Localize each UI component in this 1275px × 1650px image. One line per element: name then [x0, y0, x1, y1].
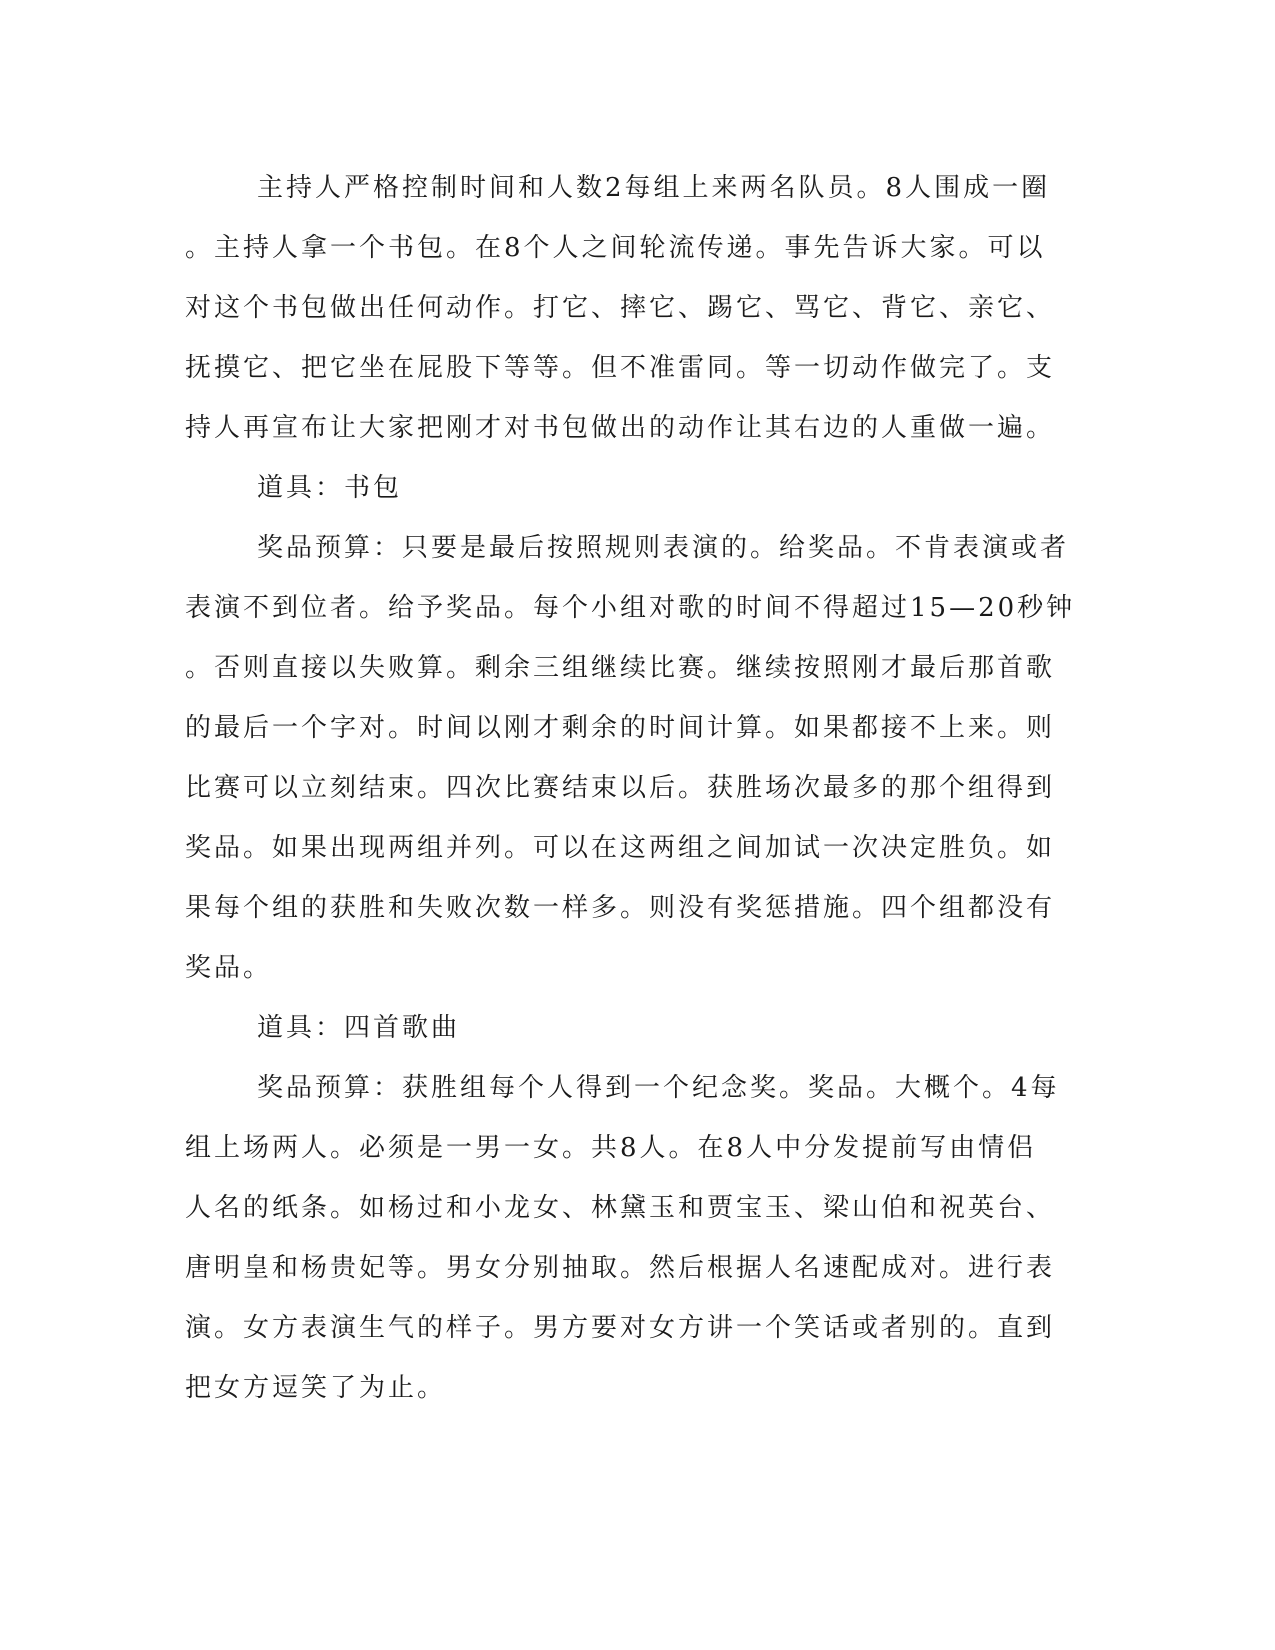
paragraph-line: 组上场两人。必须是一男一女。共8人。在8人中分发提前写由情侣 — [185, 1133, 1037, 1163]
paragraph-line: 比赛可以立刻结束。四次比赛结束以后。获胜场次最多的那个组得到 — [185, 773, 1056, 803]
paragraph-line: 人名的纸条。如杨过和小龙女、林黛玉和贾宝玉、梁山伯和祝英台、 — [185, 1193, 1056, 1223]
paragraph-line: 对这个书包做出任何动作。打它、摔它、踢它、骂它、背它、亲它、 — [185, 293, 1056, 323]
paragraph-line: 表演不到位者。给予奖品。每个小组对歌的时间不得超过15—20秒钟 — [185, 593, 1076, 623]
paragraph-line: 。否则直接以失败算。剩余三组继续比赛。继续按照刚才最后那首歌 — [185, 653, 1056, 683]
paragraph-line: 主持人严格控制时间和人数2每组上来两名队员。8人围成一圈 — [257, 173, 1051, 203]
paragraph-line: 奖品预算：只要是最后按照规则表演的。给奖品。不肯表演或者 — [257, 533, 1070, 563]
paragraph-line: 演。女方表演生气的样子。男方要对女方讲一个笑话或者别的。直到 — [185, 1313, 1056, 1343]
paragraph-line: 奖品。如果出现两组并列。可以在这两组之间加试一次决定胜负。如 — [185, 833, 1056, 863]
paragraph-line: 奖品。 — [185, 953, 273, 983]
paragraph-line: 。主持人拿一个书包。在8个人之间轮流传递。事先告诉大家。可以 — [185, 233, 1046, 263]
paragraph-line: 奖品预算：获胜组每个人得到一个纪念奖。奖品。大概个。4每 — [257, 1073, 1060, 1103]
paragraph-line: 唐明皇和杨贵妃等。男女分别抽取。然后根据人名速配成对。进行表 — [185, 1253, 1056, 1283]
document-body — [185, 158, 1076, 1418]
paragraph-line: 抚摸它、把它坐在屁股下等等。但不准雷同。等一切动作做完了。支 — [185, 353, 1056, 383]
paragraph-line: 持人再宣布让大家把刚才对书包做出的动作让其右边的人重做一遍。 — [185, 413, 1056, 443]
props-line: 道具：四首歌曲 — [257, 1013, 461, 1043]
paragraph-line: 果每个组的获胜和失败次数一样多。则没有奖惩措施。四个组都没有 — [185, 893, 1056, 923]
paragraph-line: 的最后一个字对。时间以刚才剩余的时间计算。如果都接不上来。则 — [185, 713, 1056, 743]
paragraph-line: 把女方逗笑了为止。 — [185, 1373, 447, 1403]
props-line: 道具：书包 — [257, 473, 403, 503]
